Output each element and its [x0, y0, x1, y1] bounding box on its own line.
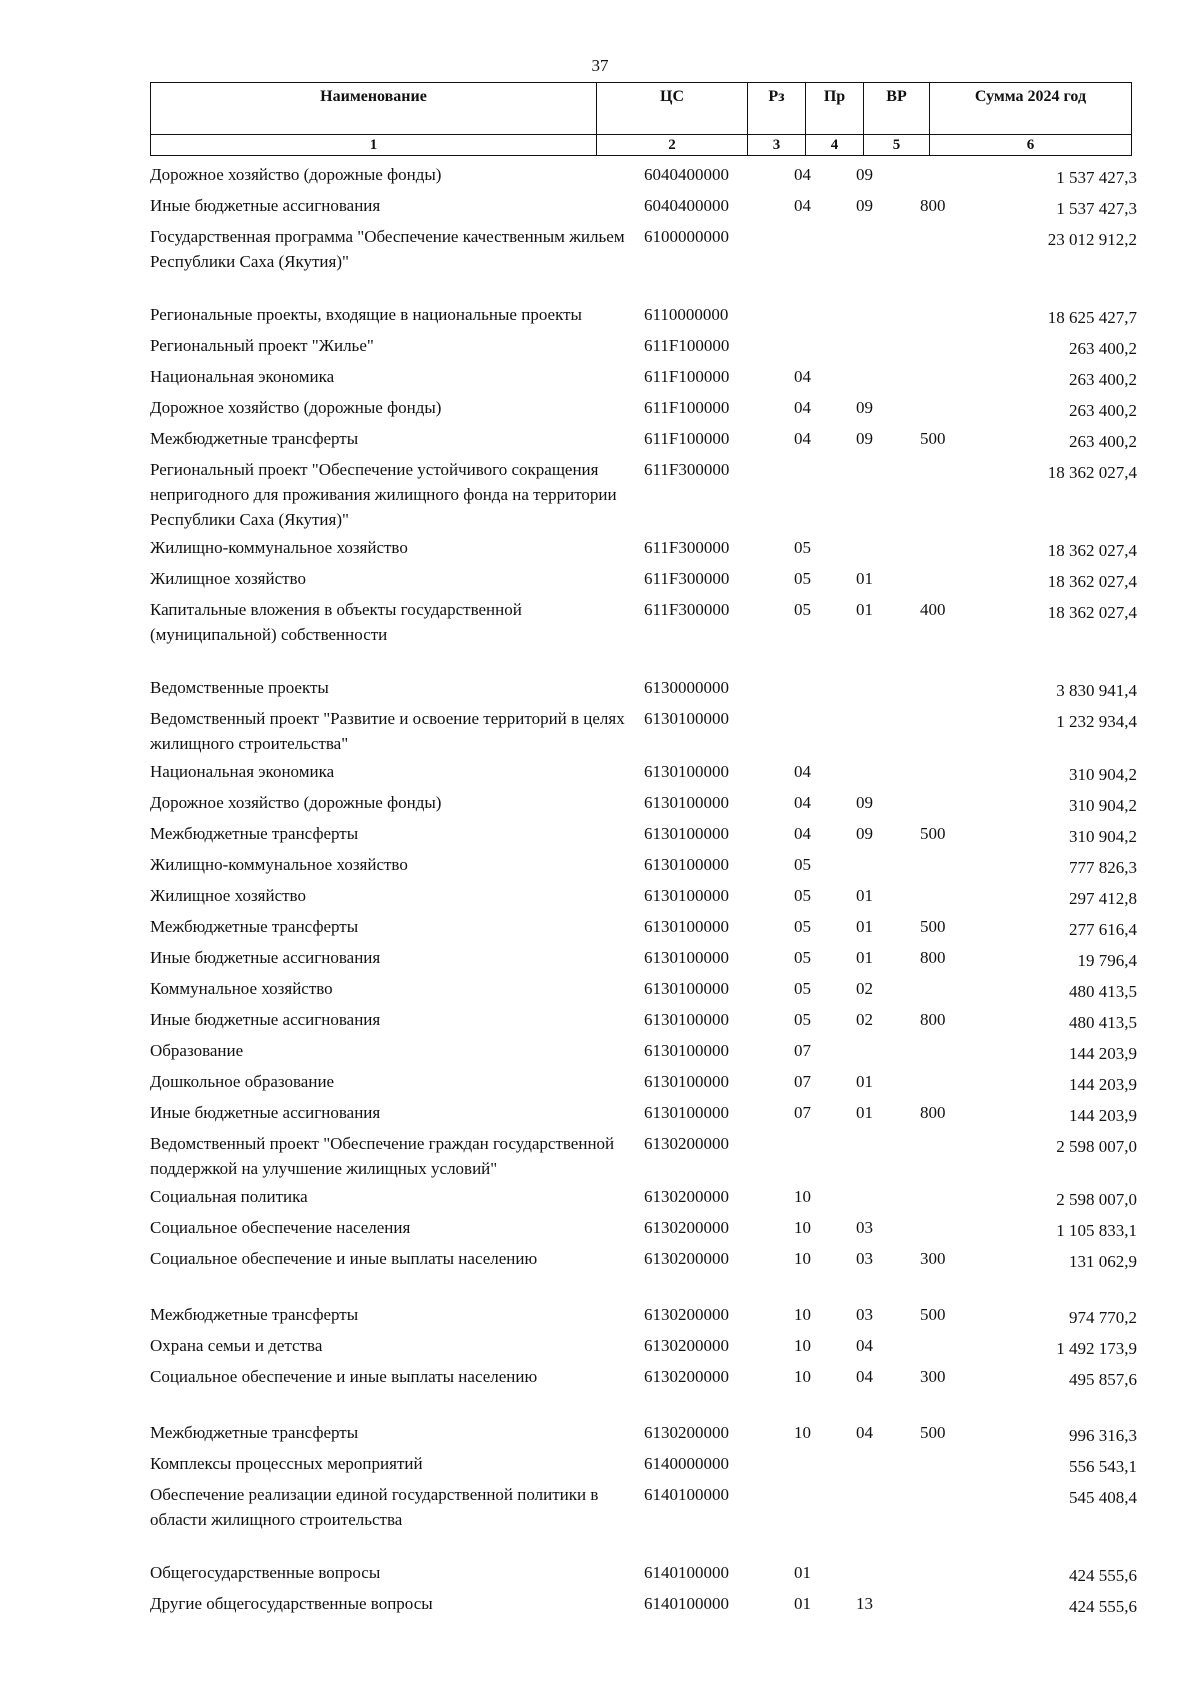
table-row	[150, 193, 1137, 221]
row-name: Ведомственный проект "Развитие и освоение территорий в целях жилищного строительства"	[150, 709, 625, 753]
row-sum: 480 413,5	[1069, 1013, 1137, 1032]
row-rz	[784, 333, 852, 361]
table-row	[150, 759, 1137, 787]
row-rz: 04	[794, 367, 811, 386]
row-name: Коммунальное хозяйство	[150, 979, 333, 998]
table-row	[150, 1184, 1137, 1212]
row-pr: 03	[856, 1249, 873, 1268]
row-vr	[916, 1131, 996, 1181]
row-sum: 1 537 427,3	[1056, 199, 1137, 218]
row-rz	[784, 302, 852, 330]
row-cs: 6130200000	[644, 1187, 729, 1206]
row-cs: 611F100000	[644, 336, 730, 355]
row-name: Ведомственный проект "Обеспечение граждан государственной поддержкой на улучшение жилищных условий"	[150, 1134, 615, 1178]
row-cs: 6130100000	[644, 793, 729, 812]
row-rz: 05	[794, 948, 811, 967]
row-rz: 04	[794, 793, 811, 812]
row-pr	[852, 535, 916, 563]
row-vr	[916, 457, 996, 532]
row-sum: 18 362 027,4	[1047, 572, 1137, 591]
row-sum: 556 543,1	[1069, 1457, 1137, 1476]
row-cs: 611F100000	[644, 429, 730, 448]
row-pr: 01	[856, 1103, 873, 1122]
row-pr	[852, 706, 916, 756]
row-sum: 297 412,8	[1069, 889, 1137, 908]
row-name: Межбюджетные трансферты	[150, 1423, 359, 1442]
row-rz: 04	[794, 165, 811, 184]
row-rz	[784, 706, 852, 756]
table-row	[150, 1302, 1137, 1330]
row-pr: 01	[856, 948, 873, 967]
row-cs: 6040400000	[644, 196, 729, 215]
table-row	[150, 1560, 1137, 1588]
row-vr: 400	[920, 600, 946, 619]
row-rz: 10	[794, 1187, 811, 1206]
row-sum: 996 316,3	[1069, 1426, 1137, 1445]
row-cs: 6130100000	[644, 1041, 729, 1060]
row-cs: 6130100000	[644, 762, 729, 781]
row-vr	[916, 302, 996, 330]
row-rz: 01	[794, 1563, 811, 1582]
row-rz: 04	[794, 196, 811, 215]
row-sum: 424 555,6	[1069, 1566, 1137, 1585]
table-body	[150, 162, 1137, 1622]
table-row	[150, 566, 1137, 594]
table-row	[150, 457, 1137, 532]
row-sum: 23 012 912,2	[1047, 230, 1137, 249]
header-num-4: 4	[806, 135, 864, 156]
row-pr: 09	[856, 398, 873, 417]
row-pr: 09	[856, 196, 873, 215]
row-name: Охрана семьи и детства	[150, 1336, 323, 1355]
row-pr	[852, 333, 916, 361]
row-rz: 10	[794, 1336, 811, 1355]
row-pr: 04	[856, 1367, 873, 1386]
row-name: Межбюджетные трансферты	[150, 824, 359, 843]
header-num-1: 1	[151, 135, 597, 156]
table-row	[150, 1364, 1137, 1392]
row-name: Капитальные вложения в объекты государственной (муниципальной) собственности	[150, 600, 522, 644]
row-name: Национальная экономика	[150, 367, 335, 386]
row-cs: 6130200000	[644, 1336, 729, 1355]
row-pr: 03	[856, 1218, 873, 1237]
row-sum: 1 105 833,1	[1056, 1221, 1137, 1240]
row-pr: 09	[856, 824, 873, 843]
row-cs: 6140000000	[644, 1454, 729, 1473]
row-cs: 6130200000	[644, 1134, 729, 1153]
row-vr	[916, 333, 996, 361]
row-name: Иные бюджетные ассигнования	[150, 1010, 381, 1029]
row-pr	[852, 1184, 916, 1212]
row-vr: 500	[920, 1305, 946, 1324]
row-pr	[852, 302, 916, 330]
row-name: Ведомственные проекты	[150, 678, 329, 697]
table-row	[150, 1069, 1137, 1097]
row-rz: 10	[794, 1305, 811, 1324]
row-name: Социальное обеспечение и иные выплаты населению	[150, 1367, 538, 1386]
row-vr	[916, 395, 996, 423]
row-pr: 01	[856, 600, 873, 619]
row-vr	[916, 1482, 996, 1532]
row-name: Дошкольное образование	[150, 1072, 335, 1091]
row-rz: 04	[794, 398, 811, 417]
table-row	[150, 1100, 1137, 1128]
row-sum: 545 408,4	[1069, 1488, 1137, 1507]
row-vr	[916, 852, 996, 880]
row-cs: 611F100000	[644, 367, 730, 386]
row-name: Комплексы процессных мероприятий	[150, 1454, 423, 1473]
row-name: Дорожное хозяйство (дорожные фонды)	[150, 398, 442, 417]
header-num-3: 3	[748, 135, 806, 156]
row-vr	[916, 706, 996, 756]
table-row	[150, 1131, 1137, 1181]
row-rz: 05	[794, 569, 811, 588]
row-pr: 09	[856, 429, 873, 448]
row-pr	[852, 364, 916, 392]
row-sum: 18 362 027,4	[1047, 541, 1137, 560]
row-sum: 18 362 027,4	[1047, 603, 1137, 622]
row-vr	[916, 162, 996, 190]
row-sum: 263 400,2	[1069, 339, 1137, 358]
header-num-2: 2	[597, 135, 748, 156]
row-cs: 6130200000	[644, 1218, 729, 1237]
row-pr: 01	[856, 917, 873, 936]
table-row	[150, 852, 1137, 880]
row-sum: 18 362 027,4	[1047, 463, 1137, 482]
row-rz: 05	[794, 917, 811, 936]
row-sum: 480 413,5	[1069, 982, 1137, 1001]
table-row	[150, 364, 1137, 392]
row-vr: 500	[920, 429, 946, 448]
row-name: Межбюджетные трансферты	[150, 1305, 359, 1324]
row-sum: 974 770,2	[1069, 1308, 1137, 1327]
row-name: Иные бюджетные ассигнования	[150, 196, 381, 215]
row-cs: 6130100000	[644, 824, 729, 843]
table-row	[150, 1591, 1137, 1619]
row-name: Национальная экономика	[150, 762, 335, 781]
row-pr: 01	[856, 1072, 873, 1091]
header-rz: Рз	[748, 83, 806, 135]
row-pr: 09	[856, 793, 873, 812]
row-vr	[916, 759, 996, 787]
row-name: Социальное обеспечение и иные выплаты населению	[150, 1249, 538, 1268]
table-row	[150, 426, 1137, 454]
row-sum: 3 830 941,4	[1056, 681, 1137, 700]
row-rz: 10	[794, 1218, 811, 1237]
row-cs: 611F300000	[644, 600, 730, 619]
row-rz: 04	[794, 824, 811, 843]
row-vr: 800	[920, 1103, 946, 1122]
row-sum: 310 904,2	[1069, 827, 1137, 846]
row-vr	[916, 1215, 996, 1243]
row-pr: 09	[856, 165, 873, 184]
row-pr	[852, 852, 916, 880]
table-row	[150, 1482, 1137, 1532]
row-rz: 04	[794, 429, 811, 448]
row-cs: 6130100000	[644, 1072, 729, 1091]
row-sum: 263 400,2	[1069, 432, 1137, 451]
row-vr: 300	[920, 1367, 946, 1386]
row-vr	[916, 1333, 996, 1361]
row-vr	[916, 1591, 996, 1619]
table-row	[150, 1007, 1137, 1035]
row-rz	[784, 675, 852, 703]
row-sum: 144 203,9	[1069, 1075, 1137, 1094]
row-vr: 800	[920, 948, 946, 967]
row-sum: 777 826,3	[1069, 858, 1137, 877]
row-pr	[852, 1451, 916, 1479]
table-row	[150, 597, 1137, 647]
row-rz: 05	[794, 979, 811, 998]
row-rz: 07	[794, 1072, 811, 1091]
row-name: Другие общегосударственные вопросы	[150, 1594, 433, 1613]
row-vr: 500	[920, 1423, 946, 1442]
row-sum: 131 062,9	[1069, 1252, 1137, 1271]
row-cs: 6140100000	[644, 1594, 729, 1613]
row-cs: 6130100000	[644, 917, 729, 936]
row-vr	[916, 1451, 996, 1479]
table-row	[150, 162, 1137, 190]
table-row	[150, 395, 1137, 423]
row-pr	[852, 1131, 916, 1181]
row-cs: 6130200000	[644, 1305, 729, 1324]
row-vr	[916, 1069, 996, 1097]
row-sum: 1 492 173,9	[1056, 1339, 1137, 1358]
page-number: 37	[591, 56, 609, 75]
row-cs: 611F300000	[644, 460, 730, 479]
row-vr	[916, 224, 996, 274]
table-header	[150, 82, 1132, 156]
row-cs: 6140100000	[644, 1563, 729, 1582]
row-pr	[852, 1560, 916, 1588]
row-vr	[916, 1560, 996, 1588]
row-vr: 800	[920, 196, 946, 215]
row-vr	[916, 675, 996, 703]
row-sum: 18 625 427,7	[1047, 308, 1137, 327]
table-row	[150, 224, 1137, 274]
row-pr	[852, 224, 916, 274]
row-rz: 10	[794, 1367, 811, 1386]
row-name: Иные бюджетные ассигнования	[150, 948, 381, 967]
row-rz: 05	[794, 1010, 811, 1029]
row-name: Социальное обеспечение населения	[150, 1218, 411, 1237]
row-vr	[916, 1038, 996, 1066]
row-vr	[916, 364, 996, 392]
row-pr: 04	[856, 1423, 873, 1442]
row-pr: 02	[856, 1010, 873, 1029]
row-name: Обеспечение реализации единой государственной политики в области жилищного строительства	[150, 1485, 599, 1529]
row-vr: 500	[920, 917, 946, 936]
row-cs: 6100000000	[644, 227, 729, 246]
row-pr	[852, 675, 916, 703]
row-sum: 424 555,6	[1069, 1597, 1137, 1616]
row-rz: 07	[794, 1041, 811, 1060]
row-name: Жилищно-коммунальное хозяйство	[150, 855, 408, 874]
row-name: Жилищное хозяйство	[150, 569, 306, 588]
row-name: Межбюджетные трансферты	[150, 917, 359, 936]
row-cs: 6130200000	[644, 1367, 729, 1386]
row-cs: 611F100000	[644, 398, 730, 417]
header-sum: Сумма 2024 год	[930, 83, 1132, 135]
row-name: Жилищное хозяйство	[150, 886, 306, 905]
row-sum: 19 796,4	[1077, 951, 1137, 970]
row-name: Межбюджетные трансферты	[150, 429, 359, 448]
row-sum: 495 857,6	[1069, 1370, 1137, 1389]
row-pr: 13	[856, 1594, 873, 1613]
table-row	[150, 302, 1137, 330]
row-cs: 611F300000	[644, 569, 730, 588]
row-vr	[916, 535, 996, 563]
row-cs: 6040400000	[644, 165, 729, 184]
row-rz	[784, 224, 852, 274]
header-vr: ВР	[864, 83, 930, 135]
row-rz: 10	[794, 1249, 811, 1268]
row-name: Региональный проект "Обеспечение устойчивого сокращения непригодного для проживания жилищного фонда на территории Республики Саха (Якутия)"	[150, 460, 617, 529]
row-vr	[916, 883, 996, 911]
row-name: Образование	[150, 1041, 244, 1060]
row-rz: 05	[794, 538, 811, 557]
row-sum: 263 400,2	[1069, 401, 1137, 420]
row-pr: 01	[856, 886, 873, 905]
table-row	[150, 675, 1137, 703]
header-pr: Пр	[806, 83, 864, 135]
row-sum: 1 232 934,4	[1056, 712, 1137, 731]
row-rz	[784, 457, 852, 532]
row-cs: 6130100000	[644, 1010, 729, 1029]
row-sum: 144 203,9	[1069, 1044, 1137, 1063]
row-pr: 02	[856, 979, 873, 998]
table-row	[150, 1215, 1137, 1243]
table-row	[150, 914, 1137, 942]
row-pr	[852, 1038, 916, 1066]
row-rz	[784, 1451, 852, 1479]
table-row	[150, 790, 1137, 818]
row-rz: 05	[794, 600, 811, 619]
row-rz: 04	[794, 762, 811, 781]
row-rz	[784, 1131, 852, 1181]
header-num-5: 5	[864, 135, 930, 156]
row-sum: 263 400,2	[1069, 370, 1137, 389]
row-name: Жилищно-коммунальное хозяйство	[150, 538, 408, 557]
row-sum: 144 203,9	[1069, 1106, 1137, 1125]
row-pr: 03	[856, 1305, 873, 1324]
row-name: Региональные проекты, входящие в национальные проекты	[150, 305, 582, 324]
row-cs: 6130100000	[644, 886, 729, 905]
row-vr	[916, 1184, 996, 1212]
table-row	[150, 333, 1137, 361]
header-num-6: 6	[930, 135, 1132, 156]
row-cs: 611F300000	[644, 538, 730, 557]
row-cs: 6130100000	[644, 948, 729, 967]
row-name: Социальная политика	[150, 1187, 308, 1206]
row-name: Дорожное хозяйство (дорожные фонды)	[150, 793, 442, 812]
row-cs: 6130100000	[644, 979, 729, 998]
row-name: Региональный проект "Жилье"	[150, 336, 374, 355]
row-sum: 310 904,2	[1069, 796, 1137, 815]
table-row	[150, 706, 1137, 756]
table-row	[150, 821, 1137, 849]
row-rz: 05	[794, 855, 811, 874]
row-vr: 800	[920, 1010, 946, 1029]
row-cs: 6110000000	[644, 305, 729, 324]
table-row	[150, 1246, 1137, 1274]
row-rz: 10	[794, 1423, 811, 1442]
row-rz: 07	[794, 1103, 811, 1122]
header-name: Наименование	[151, 83, 597, 135]
row-rz: 01	[794, 1594, 811, 1613]
row-name: Дорожное хозяйство (дорожные фонды)	[150, 165, 442, 184]
row-vr	[916, 976, 996, 1004]
row-cs: 6130100000	[644, 709, 729, 728]
row-sum: 2 598 007,0	[1056, 1137, 1137, 1156]
header-cs: ЦС	[597, 83, 748, 135]
row-rz: 05	[794, 886, 811, 905]
row-cs: 6130200000	[644, 1423, 729, 1442]
row-sum: 277 616,4	[1069, 920, 1137, 939]
row-cs: 6130200000	[644, 1249, 729, 1268]
row-pr	[852, 1482, 916, 1532]
row-cs: 6130100000	[644, 855, 729, 874]
row-vr	[916, 566, 996, 594]
row-pr: 04	[856, 1336, 873, 1355]
table-row	[150, 1038, 1137, 1066]
row-name: Государственная программа "Обеспечение качественным жильем Республики Саха (Якутия)"	[150, 227, 625, 271]
row-sum: 310 904,2	[1069, 765, 1137, 784]
table-row	[150, 976, 1137, 1004]
row-sum: 2 598 007,0	[1056, 1190, 1137, 1209]
row-pr: 01	[856, 569, 873, 588]
row-sum: 1 537 427,3	[1056, 168, 1137, 187]
row-vr: 500	[920, 824, 946, 843]
row-cs: 6130000000	[644, 678, 729, 697]
table-row	[150, 535, 1137, 563]
table-row	[150, 1420, 1137, 1448]
row-vr: 300	[920, 1249, 946, 1268]
table-row	[150, 883, 1137, 911]
table-row	[150, 1333, 1137, 1361]
row-cs: 6140100000	[644, 1485, 729, 1504]
row-name: Иные бюджетные ассигнования	[150, 1103, 381, 1122]
table-row	[150, 945, 1137, 973]
row-cs: 6130100000	[644, 1103, 729, 1122]
row-pr	[852, 759, 916, 787]
row-vr	[916, 790, 996, 818]
row-name: Общегосударственные вопросы	[150, 1563, 381, 1582]
table-row	[150, 1451, 1137, 1479]
row-rz	[784, 1482, 852, 1532]
row-pr	[852, 457, 916, 532]
